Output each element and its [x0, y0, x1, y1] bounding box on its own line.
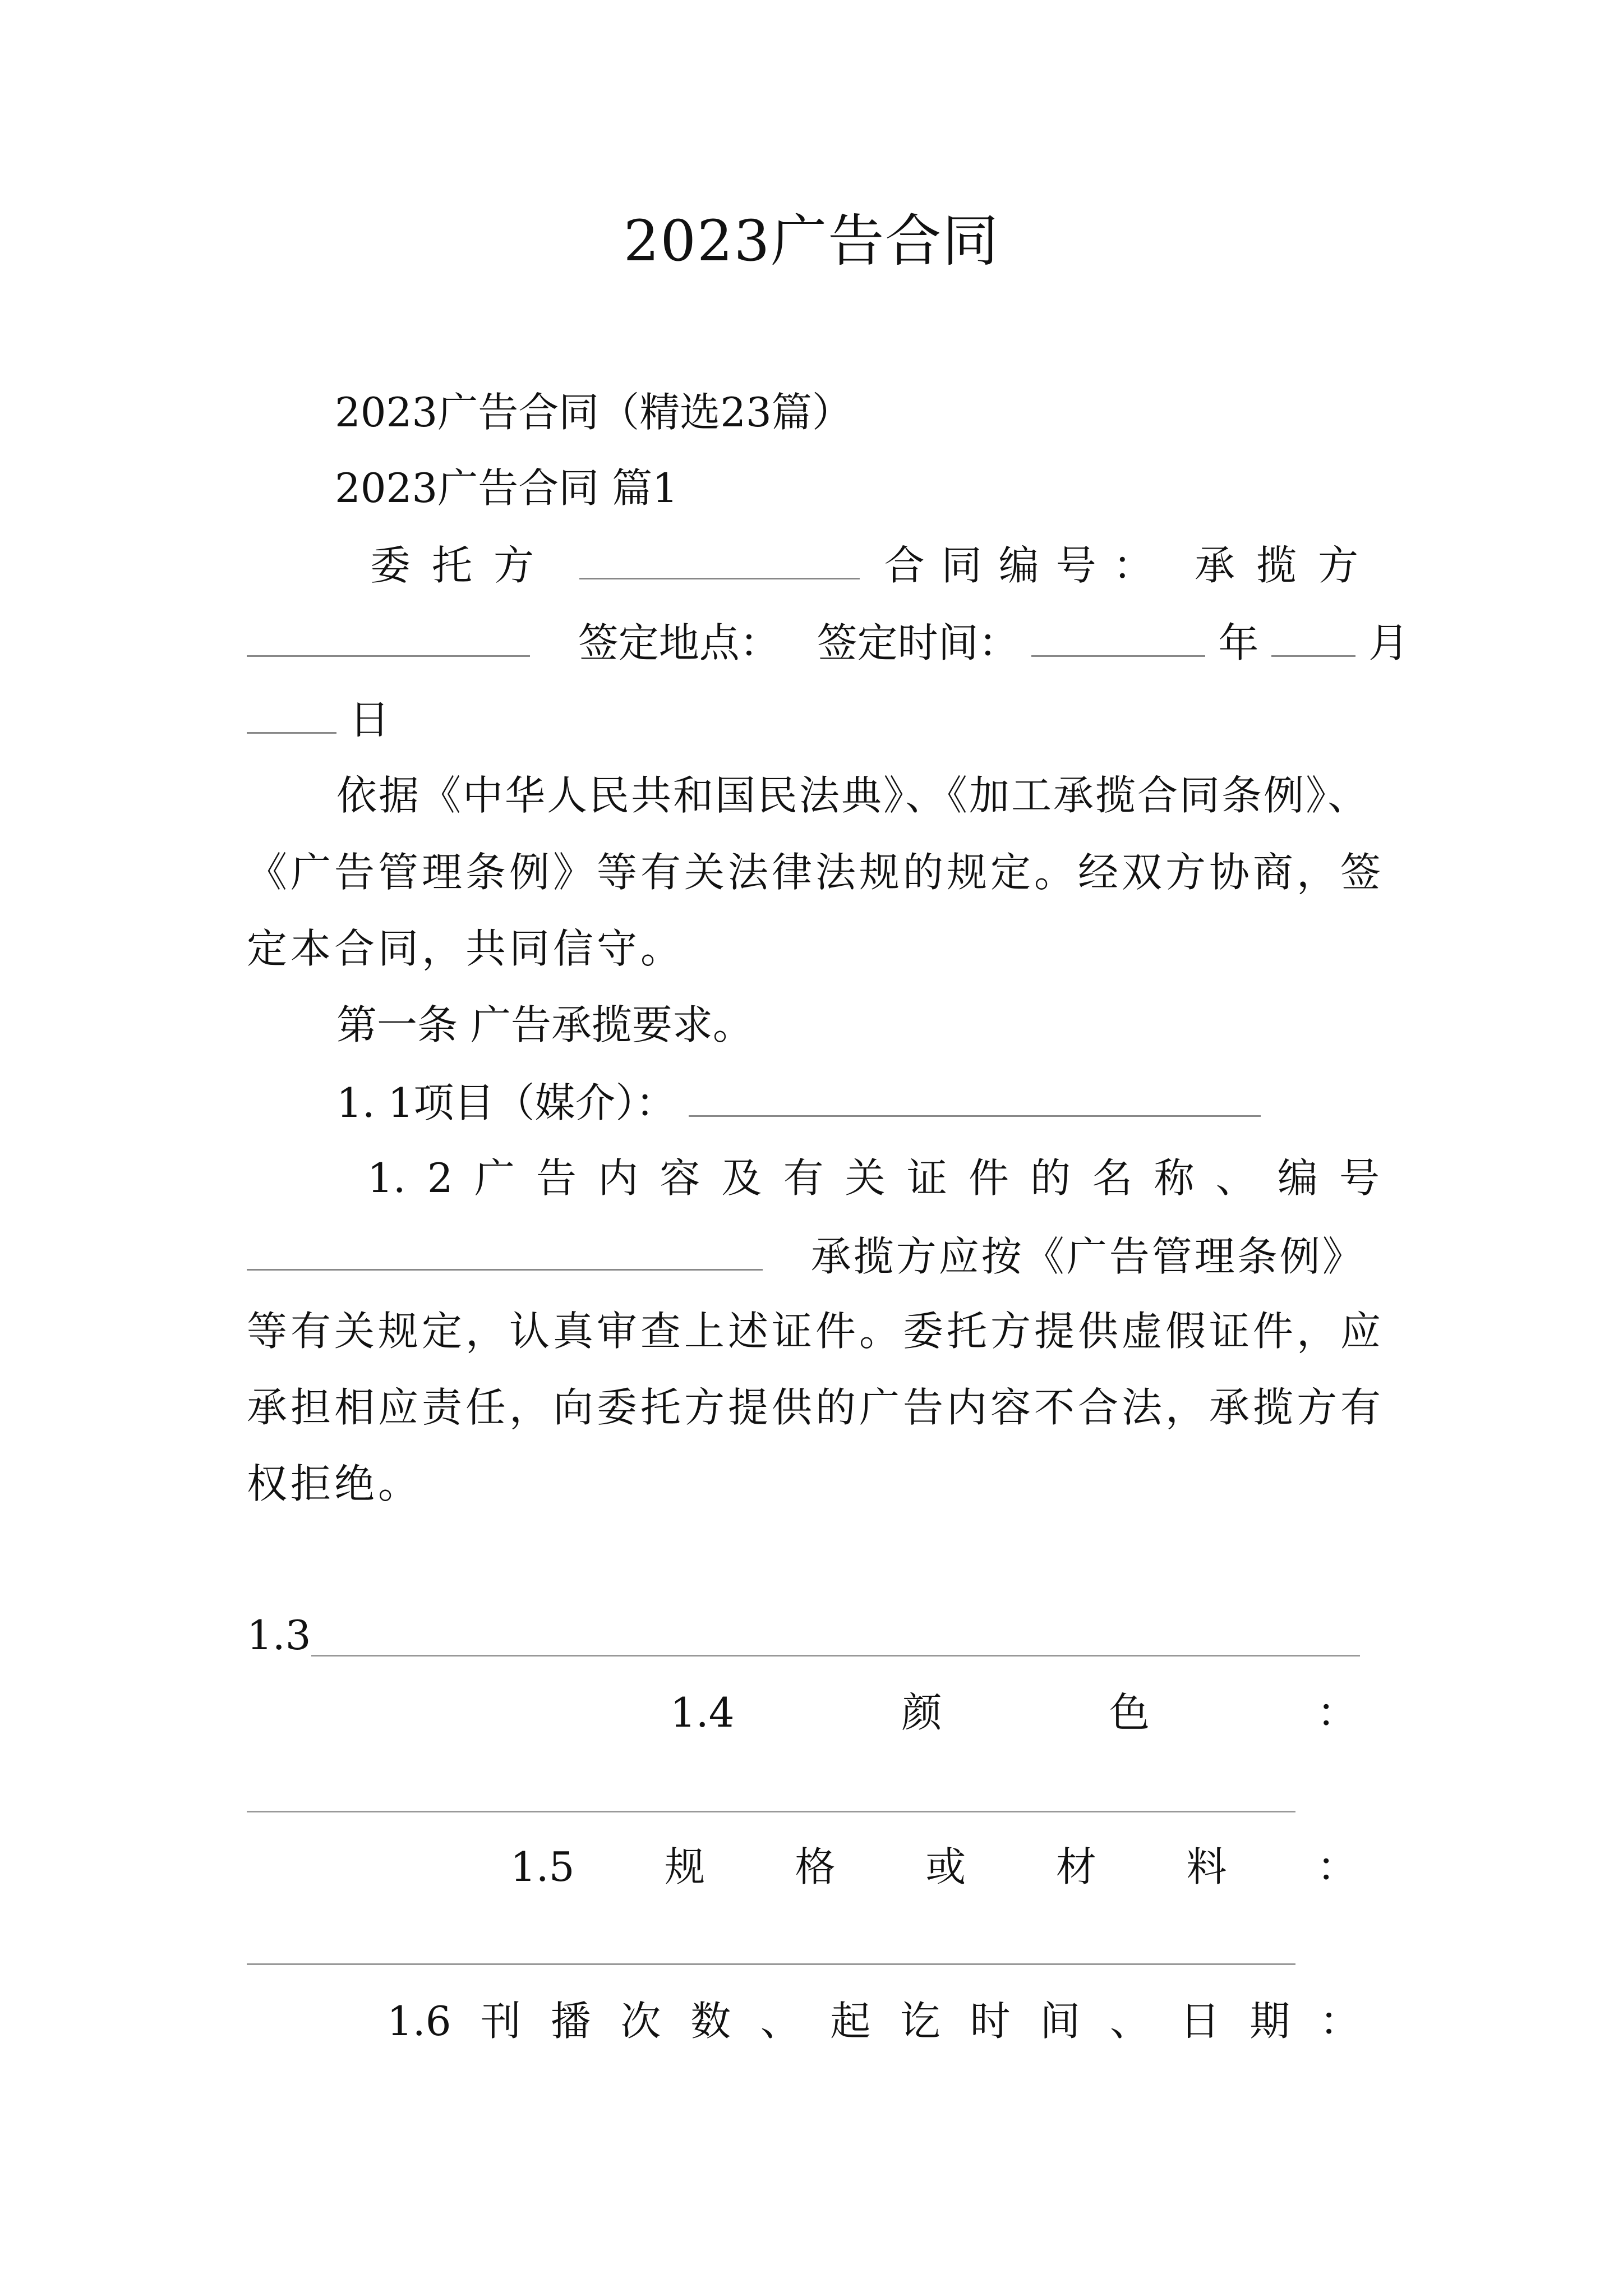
item-1-6-char: 数	[690, 1998, 731, 2045]
day-label: 日	[349, 696, 390, 743]
item-1-2-char: 内	[598, 1154, 639, 1202]
item-1-2-char: 及	[721, 1154, 762, 1202]
header-line-1	[370, 539, 1380, 591]
item-1-2-char: 2	[427, 1154, 453, 1202]
item-1-2-line-3: 等有关规定，认真审查上述证件。委托方提供虚假证件，应	[247, 1308, 1385, 1355]
item-1-6-char: 时	[970, 1998, 1011, 2045]
item-1-5-char: 料	[1186, 1843, 1227, 1890]
item-1-2-char: 容	[660, 1154, 700, 1202]
item-1-2-char: 证	[906, 1154, 947, 1202]
item-1-2-char: 告	[536, 1154, 577, 1202]
item-1-5-char: 规	[665, 1843, 706, 1890]
item-1-4-char: ：	[1316, 1689, 1357, 1736]
client-label: 委托方	[370, 542, 556, 589]
item-1-5-blank	[247, 1963, 1295, 1965]
item-1-1	[336, 1076, 1261, 1128]
item-1-1-label: 1. 1项目（媒介）：	[336, 1079, 676, 1126]
item-1-6-char: 期	[1249, 1998, 1290, 2045]
item-1-3-label: 1.3	[247, 1612, 311, 1659]
item-1-5-char: 1.5	[510, 1843, 575, 1890]
item-1-5-char: ：	[1316, 1843, 1357, 1890]
item-1-6-char: 1.6	[387, 1998, 451, 2045]
day-blank	[247, 693, 336, 734]
item-1-2-char: 称	[1154, 1154, 1195, 1202]
item-1-5-char: 格	[795, 1843, 836, 1890]
basis-line-1: 依据《中华人民共和国民法典》、《加工承揽合同条例》、	[336, 772, 1370, 819]
item-1-2-char: 有	[783, 1154, 824, 1202]
item-1-4-char: 1.4	[670, 1689, 735, 1736]
subtitle: 2023广告合同（精选23篇）	[335, 389, 852, 436]
item-1-2-line-5: 权拒绝。	[247, 1460, 422, 1507]
item-1-6-char: 日	[1179, 1998, 1220, 2045]
item-1-5-label	[510, 1842, 1357, 1892]
section-heading: 2023广告合同 篇1	[335, 464, 678, 512]
item-1-2-line-4: 承担相应责任，向委托方提供的广告内容不合法，承揽方有	[247, 1384, 1385, 1431]
item-1-2-char: 编	[1277, 1154, 1318, 1202]
sign-place-label: 签定地点：	[578, 619, 780, 666]
item-1-2-blank	[247, 1230, 763, 1271]
item-1-6-char: 讫	[900, 1998, 940, 2045]
item-1-2-label	[367, 1153, 1380, 1203]
item-1-6-char: 、	[1109, 1998, 1150, 2045]
contractor-label: 承揽方	[1194, 542, 1380, 589]
item-1-6-char: 间	[1040, 1998, 1081, 2045]
contract-no-label: 合同编号：	[884, 542, 1170, 589]
item-1-4-blank	[247, 1811, 1295, 1812]
year-label: 年	[1218, 619, 1259, 666]
item-1-6-char: 起	[830, 1998, 871, 2045]
basis-line-2: 《广告管理条例》等有关法律法规的规定。经双方协商，签	[247, 849, 1385, 896]
item-1-2-char: 关	[845, 1154, 886, 1202]
item-1-6-char: 播	[550, 1998, 591, 2045]
item-1-2-char: 名	[1092, 1154, 1133, 1202]
item-1-2-char: 号	[1339, 1154, 1380, 1202]
year-blank	[1031, 616, 1205, 657]
item-1-6-char: 刊	[481, 1998, 522, 2045]
article-1-heading: 第一条 广告承揽要求。	[336, 1001, 753, 1048]
item-1-2-line-2	[247, 1230, 1365, 1282]
item-1-2-char: 的	[1030, 1154, 1071, 1202]
item-1-6-char: ：	[1319, 1998, 1360, 2045]
item-1-4-char: 色	[1109, 1689, 1150, 1736]
item-1-2-char: 、	[1215, 1154, 1256, 1202]
item-1-4-label	[670, 1687, 1357, 1738]
item-1-2-char: 1.	[367, 1154, 406, 1202]
contractor-blank	[247, 616, 530, 657]
header-line-3	[247, 693, 390, 745]
month-blank	[1271, 616, 1355, 657]
document-title: 2023广告合同	[623, 208, 1000, 274]
header-line-2	[247, 616, 1409, 668]
item-1-2-text: 承揽方应按《广告管理条例》	[810, 1233, 1365, 1280]
item-1-5-char: 材	[1055, 1843, 1096, 1890]
item-1-2-char: 件	[969, 1154, 1009, 1202]
client-blank	[579, 539, 860, 579]
basis-line-3: 定本合同，共同信守。	[247, 925, 685, 972]
item-1-6-char: 次	[620, 1998, 661, 2045]
sign-time-label: 签定时间：	[817, 619, 1019, 666]
item-1-5-char: 或	[925, 1843, 966, 1890]
item-1-1-blank	[689, 1076, 1261, 1117]
item-1-2-char: 广	[474, 1154, 515, 1202]
item-1-3-blank	[311, 1655, 1360, 1657]
item-1-6-char: 、	[760, 1998, 801, 2045]
month-label: 月	[1368, 619, 1409, 666]
item-1-4-char: 颜	[901, 1689, 942, 1736]
item-1-6-label	[387, 1996, 1360, 2046]
